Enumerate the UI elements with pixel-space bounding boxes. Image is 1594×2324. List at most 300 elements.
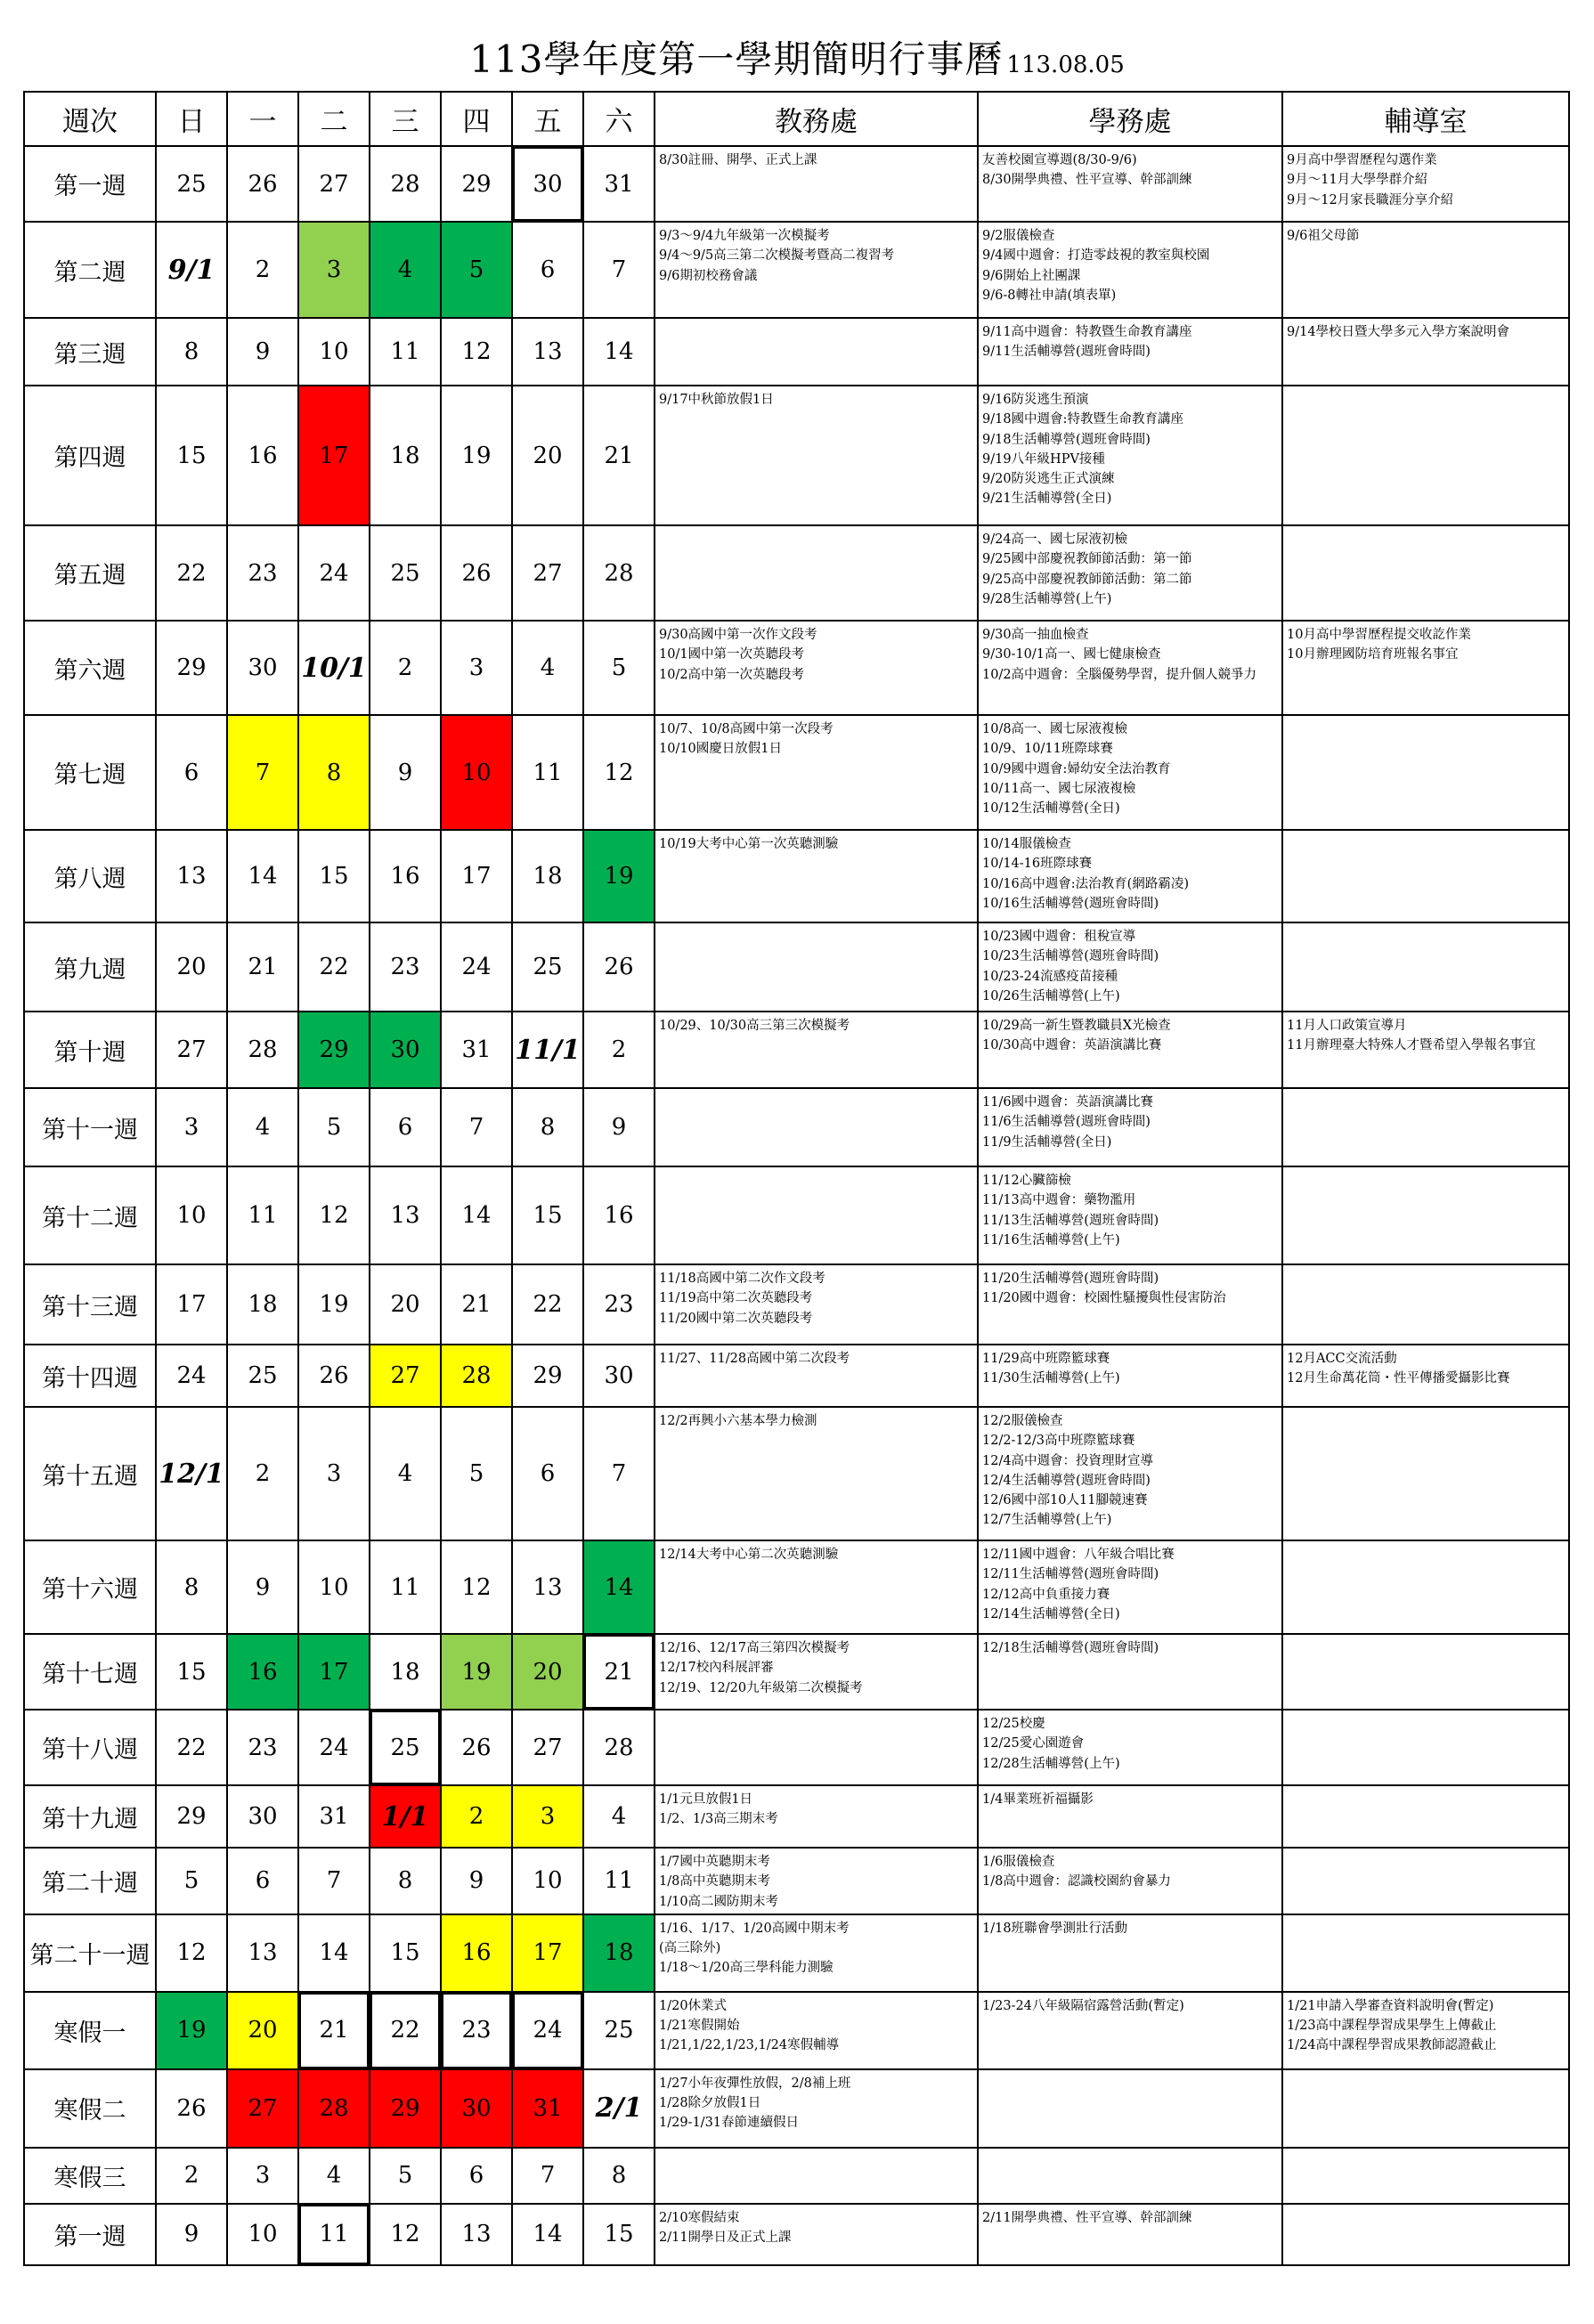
day-cell-tue: 3: [298, 222, 370, 318]
week-label: 第一週: [24, 2204, 156, 2265]
note-line: 1/2、1/3高三期末考: [659, 1812, 778, 1827]
student-notes: [978, 1785, 1282, 1848]
day-cell-thu: 19: [441, 386, 512, 525]
week-row: [24, 715, 1569, 830]
student-notes: [978, 621, 1282, 715]
note-line: 12/2服儀檢查: [982, 1414, 1063, 1428]
day-cell-sun: 25: [156, 146, 227, 222]
note-line: 10月辦理國防培育班報名事宜: [1287, 647, 1459, 662]
academic-notes: [655, 1540, 978, 1634]
note-line: 1/10高二國防期末考: [659, 1894, 779, 1909]
note-line: 1/21申請入學審查資料說明會(暫定): [1287, 1998, 1494, 2013]
day-cell-mon: 23: [227, 525, 298, 621]
day-cell-sat: 26: [583, 922, 655, 1012]
week-label: 寒假二: [24, 2069, 156, 2148]
note-line: 12月生命萬花筒・性平傳播愛攝影比賽: [1287, 1371, 1510, 1386]
note-line: 12/16、12/17高三第四次模擬考: [659, 1641, 850, 1655]
day-cell-sun: 9/1: [156, 222, 227, 318]
note-line: 1/1元旦放假1日: [659, 1792, 753, 1807]
day-cell-sun: 20: [156, 922, 227, 1012]
week-label: 第十九週: [24, 1785, 156, 1848]
day-cell-sun: 13: [156, 830, 227, 922]
day-cell-sat: 14: [583, 318, 655, 386]
day-cell-sat: 4: [583, 1785, 655, 1848]
note-line: 9/6祖父母節: [1287, 229, 1360, 243]
student-notes: [978, 1914, 1282, 1992]
week-row: [24, 2204, 1569, 2265]
day-cell-tue: 11: [298, 2204, 370, 2265]
note-line: 12/4高中週會：投資理財宣導: [982, 1453, 1154, 1468]
note-line: 9/18生活輔導營(週班會時間): [982, 432, 1151, 447]
day-cell-tue: 19: [298, 1264, 370, 1345]
day-cell-sat: 18: [583, 1914, 655, 1992]
week-label: 第十五週: [24, 1407, 156, 1540]
counseling-notes: [1282, 922, 1569, 1012]
note-line: 11/13高中週會：藥物濫用: [982, 1193, 1136, 1208]
day-cell-sat: 2/1: [583, 2069, 655, 2148]
counseling-notes: [1282, 1848, 1569, 1914]
student-notes: [978, 1088, 1282, 1166]
note-line: 9/28生活輔導營(上午): [982, 591, 1112, 606]
day-cell-wed: 6: [370, 1088, 441, 1166]
counseling-notes: [1282, 2069, 1569, 2148]
day-cell-sat: 28: [583, 1710, 655, 1785]
note-line: 1/7國中英聽期末考: [659, 1855, 770, 1869]
week-row: [24, 1345, 1569, 1407]
academic-notes: [655, 1992, 978, 2069]
day-cell-tue: 15: [298, 830, 370, 922]
academic-notes: [655, 715, 978, 830]
student-notes: [978, 1264, 1282, 1345]
note-line: 11月人口政策宣導月: [1287, 1019, 1407, 1033]
header-student-affairs: 學務處: [978, 92, 1282, 146]
note-line: 9月～12月家長職涯分享介紹: [1287, 192, 1454, 207]
week-row: [24, 922, 1569, 1012]
student-notes: [978, 830, 1282, 922]
day-cell-tue: 10/1: [298, 621, 370, 715]
day-cell-sun: 9: [156, 2204, 227, 2265]
day-cell-mon: 9: [227, 318, 298, 386]
day-cell-thu: 28: [441, 1345, 512, 1407]
day-cell-sun: 26: [156, 2069, 227, 2148]
student-notes: [978, 2069, 1282, 2148]
day-cell-thu: 19: [441, 1634, 512, 1710]
day-cell-thu: 12: [441, 318, 512, 386]
day-cell-wed: 4: [370, 222, 441, 318]
day-cell-mon: 30: [227, 1785, 298, 1848]
note-line: 11/20國中第二次英聽段考: [659, 1311, 813, 1326]
day-cell-thu: 26: [441, 525, 512, 621]
week-row: [24, 525, 1569, 621]
student-notes: [978, 1166, 1282, 1264]
day-cell-tue: 28: [298, 2069, 370, 2148]
day-cell-sat: 21: [583, 386, 655, 525]
week-label: 第八週: [24, 830, 156, 922]
note-line: 11/20生活輔導營(週班會時間): [982, 1272, 1159, 1286]
day-cell-fri: 13: [512, 318, 583, 386]
note-line: 9/21生活輔導營(全日): [982, 492, 1112, 507]
week-row: [24, 2148, 1569, 2204]
counseling-notes: [1282, 1264, 1569, 1345]
day-cell-sun: 10: [156, 1166, 227, 1264]
note-line: 2/11開學典禮、性平宣導、幹部訓練: [982, 2210, 1192, 2225]
note-line: 9/16防災逃生預演: [982, 393, 1089, 407]
day-cell-thu: 23: [441, 1992, 512, 2069]
academic-notes: [655, 1634, 978, 1710]
note-line: 10/16生活輔導營(週班會時間): [982, 896, 1159, 911]
note-line: 12/4生活輔導營(週班會時間): [982, 1473, 1151, 1488]
day-cell-sun: 12: [156, 1914, 227, 1992]
day-cell-sun: 27: [156, 1012, 227, 1088]
day-cell-sat: 12: [583, 715, 655, 830]
note-line: 11月辦理臺大特殊人才暨希望入學報名事宜: [1287, 1038, 1536, 1053]
note-line: 10/23-24流感疫苗接種: [982, 969, 1118, 984]
day-cell-fri: 18: [512, 830, 583, 922]
student-notes: [978, 1345, 1282, 1407]
day-cell-thu: 6: [441, 2148, 512, 2204]
day-cell-wed: 25: [370, 525, 441, 621]
day-cell-mon: 10: [227, 2204, 298, 2265]
day-cell-sat: 28: [583, 525, 655, 621]
week-row: [24, 1710, 1569, 1785]
academic-notes: [655, 386, 978, 525]
academic-notes: [655, 1785, 978, 1848]
note-line: 10/11高一、國七尿液複檢: [982, 781, 1136, 796]
note-line: 友善校園宣導週(8/30-9/6): [982, 153, 1137, 167]
day-cell-fri: 6: [512, 1407, 583, 1540]
note-line: 8/30開學典禮、性平宣導、幹部訓練: [982, 173, 1192, 188]
note-line: 12/11國中週會：八年級合唱比賽: [982, 1548, 1175, 1562]
day-cell-fri: 6: [512, 222, 583, 318]
note-line: 12/28生活輔導營(上午): [982, 1756, 1120, 1771]
day-cell-mon: 20: [227, 1992, 298, 2069]
week-label: 第六週: [24, 621, 156, 715]
header-academic: 教務處: [655, 92, 978, 146]
academic-notes: [655, 2204, 978, 2265]
note-line: 9月高中學習歷程勾選作業: [1287, 153, 1437, 167]
day-cell-thu: 13: [441, 2204, 512, 2265]
note-line: 9/4～9/5高三第二次模擬考暨高二複習考: [659, 248, 895, 264]
day-cell-thu: 24: [441, 922, 512, 1012]
header-sat: 六: [583, 92, 655, 146]
week-label: 第十二週: [24, 1166, 156, 1264]
day-cell-tue: 17: [298, 386, 370, 525]
day-cell-fri: 13: [512, 1540, 583, 1634]
week-row: [24, 1166, 1569, 1264]
note-line: 12/6國中部10人11腳競速賽: [982, 1493, 1148, 1508]
day-cell-mon: 16: [227, 386, 298, 525]
week-label: 第二十一週: [24, 1914, 156, 1992]
day-cell-tue: 24: [298, 1710, 370, 1785]
note-line: 11/30生活輔導營(上午): [982, 1371, 1120, 1386]
note-line: 10/19大考中心第一次英聽測驗: [659, 837, 839, 851]
day-cell-mon: 21: [227, 922, 298, 1012]
note-line: 12/7生活輔導營(上午): [982, 1513, 1112, 1528]
day-cell-tue: 24: [298, 525, 370, 621]
note-line: 10/23生活輔導營(週班會時間): [982, 949, 1159, 964]
student-notes: [978, 2204, 1282, 2265]
week-label: 寒假三: [24, 2148, 156, 2204]
day-cell-thu: 2: [441, 1785, 512, 1848]
academic-notes: [655, 1710, 978, 1785]
note-line: 1/16、1/17、1/20高國中期末考: [659, 1921, 850, 1936]
day-cell-tue: 22: [298, 922, 370, 1012]
week-label: 第一週: [24, 146, 156, 222]
week-row: [24, 386, 1569, 525]
note-line: 1/8高中英聽期末考: [659, 1874, 770, 1889]
day-cell-tue: 21: [298, 1992, 370, 2069]
day-cell-wed: 16: [370, 830, 441, 922]
day-cell-tue: 10: [298, 318, 370, 386]
student-notes: [978, 1848, 1282, 1914]
academic-notes: [655, 1166, 978, 1264]
note-line: 10/29、10/30高三第三次模擬考: [659, 1019, 850, 1033]
student-notes: [978, 318, 1282, 386]
day-cell-mon: 2: [227, 1407, 298, 1540]
day-cell-wed: 22: [370, 1992, 441, 2069]
counseling-notes: [1282, 621, 1569, 715]
academic-notes: [655, 2148, 978, 2204]
academic-notes: [655, 222, 978, 318]
header-mon: 一: [227, 92, 298, 146]
student-notes: [978, 1992, 1282, 2069]
day-cell-mon: 30: [227, 621, 298, 715]
day-cell-fri: 10: [512, 1848, 583, 1914]
header-sun: 日: [156, 92, 227, 146]
day-cell-mon: 4: [227, 1088, 298, 1166]
note-line: 1/18班聯會學測壯行活動: [982, 1921, 1128, 1936]
counseling-notes: [1282, 1914, 1569, 1992]
counseling-notes: [1282, 1345, 1569, 1407]
counseling-notes: [1282, 1634, 1569, 1710]
day-cell-mon: 28: [227, 1012, 298, 1088]
note-line: 1/21寒假開始: [659, 2019, 740, 2034]
note-line: 10/2高中第一次英聽段考: [659, 667, 805, 682]
note-line: 10/7、10/8高國中第一次段考: [659, 722, 834, 736]
day-cell-wed: 12: [370, 2204, 441, 2265]
counseling-notes: [1282, 318, 1569, 386]
day-cell-wed: 11: [370, 1540, 441, 1634]
header-wed: 三: [370, 92, 441, 146]
day-cell-sat: 8: [583, 2148, 655, 2204]
note-line: 11/6生活輔導營(週班會時間): [982, 1115, 1151, 1130]
day-cell-sun: 6: [156, 715, 227, 830]
day-cell-wed: 27: [370, 1345, 441, 1407]
day-cell-tue: 3: [298, 1407, 370, 1540]
day-cell-wed: 8: [370, 1848, 441, 1914]
note-line: 9/17中秋節放假1日: [659, 393, 774, 407]
note-line: 9/3～9/4九年級第一次模擬考: [659, 229, 830, 243]
day-cell-sat: 19: [583, 830, 655, 922]
student-notes: [978, 1634, 1282, 1710]
day-cell-mon: 26: [227, 146, 298, 222]
note-line: 10/12生活輔導營(全日): [982, 801, 1120, 817]
day-cell-wed: 28: [370, 146, 441, 222]
day-cell-thu: 26: [441, 1710, 512, 1785]
day-cell-wed: 23: [370, 922, 441, 1012]
day-cell-sun: 29: [156, 621, 227, 715]
note-line: 9/24高一、國七尿液初檢: [982, 532, 1128, 547]
day-cell-fri: 3: [512, 1785, 583, 1848]
note-line: 10/8高一、國七尿液複檢: [982, 722, 1128, 736]
day-cell-wed: 11: [370, 318, 441, 386]
title-main: 113學年度第一學期簡明行事曆: [469, 37, 1004, 81]
day-cell-tue: 14: [298, 1914, 370, 1992]
week-row: [24, 2069, 1569, 2148]
day-cell-sat: 21: [583, 1634, 655, 1710]
note-line: (高三除外): [659, 1941, 721, 1956]
note-line: 12/19、12/20九年級第二次模擬考: [659, 1680, 863, 1695]
counseling-notes: [1282, 715, 1569, 830]
note-line: 10/23國中週會：租稅宣導: [982, 930, 1136, 944]
day-cell-fri: 4: [512, 621, 583, 715]
note-line: 12/11生活輔導營(週班會時間): [982, 1567, 1159, 1582]
day-cell-thu: 10: [441, 715, 512, 830]
week-row: [24, 146, 1569, 222]
week-label: 第十三週: [24, 1264, 156, 1345]
student-notes: [978, 1540, 1282, 1634]
day-cell-thu: 12: [441, 1540, 512, 1634]
academic-notes: [655, 1264, 978, 1345]
day-cell-thu: 21: [441, 1264, 512, 1345]
note-line: 11/16生活輔導營(上午): [982, 1232, 1120, 1247]
note-line: 11/6國中週會：英語演講比賽: [982, 1095, 1154, 1109]
day-cell-sat: 31: [583, 146, 655, 222]
header-fri: 五: [512, 92, 583, 146]
day-cell-mon: 3: [227, 2148, 298, 2204]
day-cell-sat: 15: [583, 2204, 655, 2265]
day-cell-wed: 2: [370, 621, 441, 715]
counseling-notes: [1282, 525, 1569, 621]
note-line: 9/4國中週會：打造零歧視的教室與校園: [982, 248, 1210, 264]
note-line: 10/10國慶日放假1日: [659, 742, 783, 757]
day-cell-mon: 27: [227, 2069, 298, 2148]
day-cell-thu: 7: [441, 1088, 512, 1166]
day-cell-sun: 15: [156, 1634, 227, 1710]
day-cell-tue: 4: [298, 2148, 370, 2204]
day-cell-wed: 25: [370, 1710, 441, 1785]
note-line: 9/19八年級HPV接種: [982, 451, 1105, 467]
header-week: 週次: [24, 92, 156, 146]
day-cell-fri: 11/1: [512, 1012, 583, 1088]
academic-notes: [655, 1848, 978, 1914]
counseling-notes: [1282, 386, 1569, 525]
day-cell-fri: 24: [512, 1992, 583, 2069]
note-line: 10/14服儀檢查: [982, 837, 1071, 851]
student-notes: [978, 715, 1282, 830]
day-cell-sun: 8: [156, 1540, 227, 1634]
day-cell-sat: 2: [583, 1012, 655, 1088]
note-line: 9/14學校日暨大學多元入學方案說明會: [1287, 325, 1510, 339]
day-cell-sun: 2: [156, 2148, 227, 2204]
day-cell-wed: 13: [370, 1166, 441, 1264]
academic-notes: [655, 922, 978, 1012]
day-cell-thu: 31: [441, 1012, 512, 1088]
note-line: 12/17校內科展評審: [659, 1661, 774, 1676]
day-cell-fri: 30: [512, 146, 583, 222]
day-cell-wed: 18: [370, 1634, 441, 1710]
note-line: 9/20防災逃生正式演練: [982, 472, 1115, 487]
academic-notes: [655, 1914, 978, 1992]
day-cell-mon: 25: [227, 1345, 298, 1407]
header-row: [24, 92, 1569, 146]
note-line: 8/30註冊、開學、正式上課: [659, 153, 817, 167]
academic-notes: [655, 1088, 978, 1166]
day-cell-mon: 18: [227, 1264, 298, 1345]
note-line: 1/6服儀檢查: [982, 1855, 1055, 1869]
day-cell-wed: 20: [370, 1264, 441, 1345]
note-line: 11/20國中週會：校園性騷擾與性侵害防治: [982, 1291, 1226, 1306]
day-cell-tue: 17: [298, 1634, 370, 1710]
day-cell-mon: 13: [227, 1914, 298, 1992]
day-cell-sun: 8: [156, 318, 227, 386]
day-cell-mon: 14: [227, 830, 298, 922]
note-line: 12/2再興小六基本學力檢測: [659, 1414, 817, 1428]
day-cell-sun: 22: [156, 525, 227, 621]
note-line: 9月～11月大學學群介紹: [1287, 173, 1428, 188]
week-row: [24, 1088, 1569, 1166]
counseling-notes: [1282, 2204, 1569, 2265]
day-cell-tue: 10: [298, 1540, 370, 1634]
week-label: 第七週: [24, 715, 156, 830]
day-cell-wed: 4: [370, 1407, 441, 1540]
week-label: 第四週: [24, 386, 156, 525]
week-label: 第十四週: [24, 1345, 156, 1407]
day-cell-sat: 5: [583, 621, 655, 715]
note-line: 11/29高中班際籃球賽: [982, 1352, 1110, 1366]
day-cell-sat: 14: [583, 1540, 655, 1634]
note-line: 9/11高中週會：特教暨生命教育講座: [982, 325, 1192, 339]
academic-notes: [655, 1012, 978, 1088]
note-line: 10/16高中週會:法治教育(網路霸凌): [982, 876, 1189, 891]
page-title: [0, 30, 1594, 84]
week-label: 第十一週: [24, 1088, 156, 1166]
note-line: 1/23高中課程學習成果學生上傳截止: [1287, 2019, 1497, 2034]
note-line: 9/6期初校務會議: [659, 268, 758, 283]
note-line: 1/4畢業班祈福攝影: [982, 1792, 1094, 1807]
day-cell-fri: 20: [512, 386, 583, 525]
counseling-notes: [1282, 146, 1569, 222]
week-row: [24, 1848, 1569, 1914]
week-label: 第十八週: [24, 1710, 156, 1785]
day-cell-mon: 2: [227, 222, 298, 318]
note-line: 1/28除夕放假1日: [659, 2096, 761, 2111]
week-label: 第五週: [24, 525, 156, 621]
day-cell-sun: 22: [156, 1710, 227, 1785]
week-label: 第十週: [24, 1012, 156, 1088]
day-cell-sun: 3: [156, 1088, 227, 1166]
student-notes: [978, 146, 1282, 222]
day-cell-tue: 12: [298, 1166, 370, 1264]
note-line: 10/30高中週會：英語演講比賽: [982, 1038, 1162, 1053]
counseling-notes: [1282, 1166, 1569, 1264]
counseling-notes: [1282, 1785, 1569, 1848]
calendar-table: [23, 91, 1570, 2266]
header-tue: 二: [298, 92, 370, 146]
week-label: 寒假一: [24, 1992, 156, 2069]
day-cell-sun: 15: [156, 386, 227, 525]
counseling-notes: [1282, 1407, 1569, 1540]
academic-notes: [655, 621, 978, 715]
day-cell-thu: 30: [441, 2069, 512, 2148]
counseling-notes: [1282, 1012, 1569, 1088]
note-line: 9/25高中部慶祝教師節活動：第二節: [982, 572, 1192, 587]
note-line: 9/25國中部慶祝教師節活動：第一節: [982, 552, 1192, 567]
day-cell-thu: 3: [441, 621, 512, 715]
week-row: [24, 1992, 1569, 2069]
day-cell-tue: 29: [298, 1012, 370, 1088]
day-cell-sat: 9: [583, 1088, 655, 1166]
